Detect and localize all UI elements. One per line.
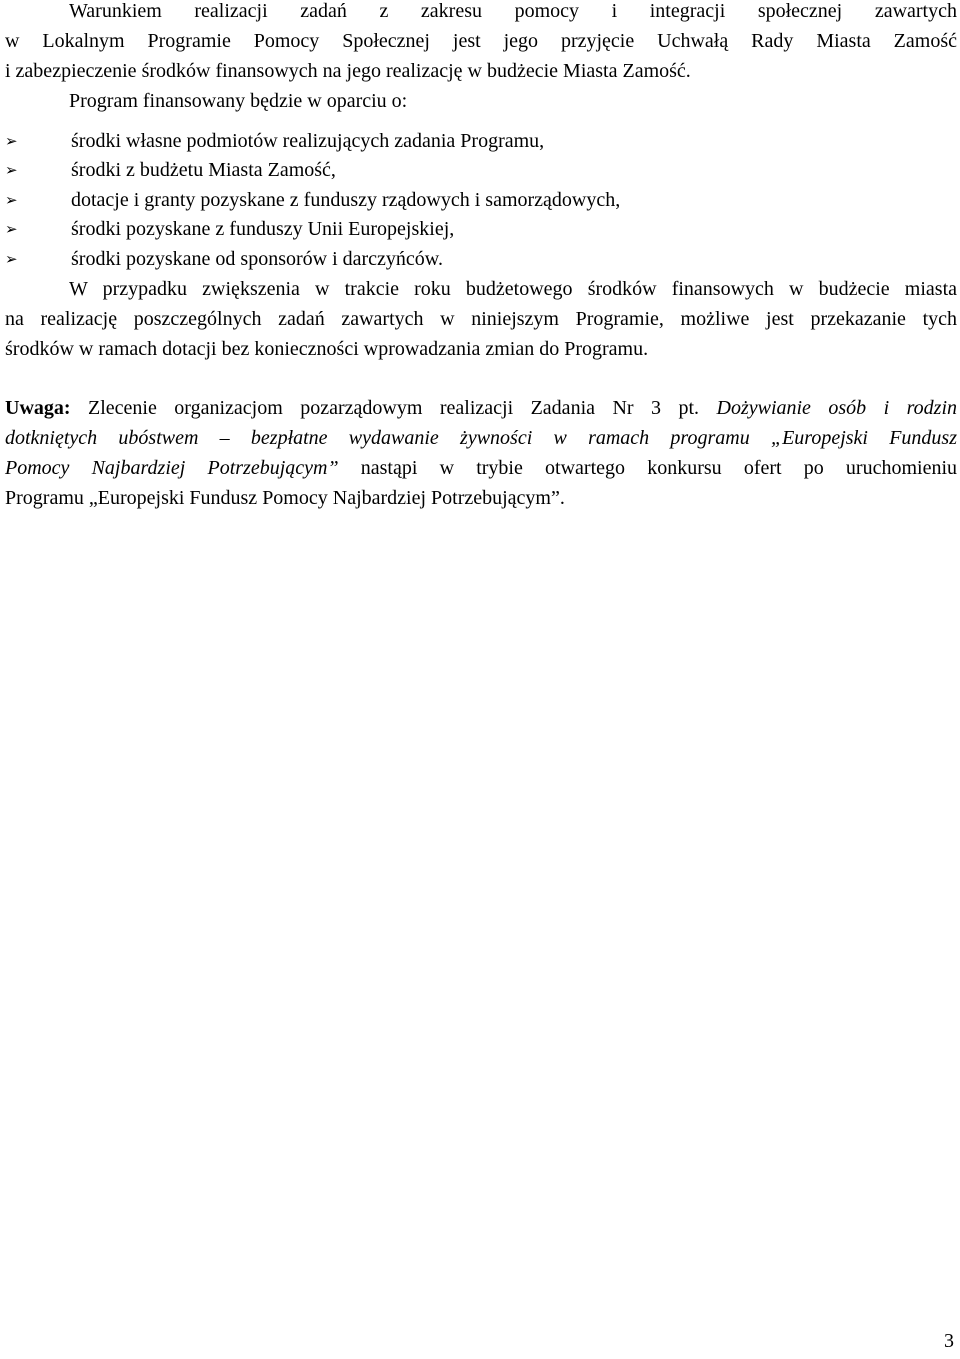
note-task-title: Dożywianie osób i rodzin bbox=[716, 397, 958, 419]
list-item-text: środki pozyskane z funduszy Unii Europejskiej, bbox=[71, 218, 455, 240]
paragraph-1-line-1: Warunkiem realizacji zadań z zakresu pomocy i integracji społecznej zawartych bbox=[69, 0, 957, 22]
note-line-1 bbox=[5, 393, 957, 423]
paragraph-2-line-1: W przypadku zwiększenia w trakcie roku budżetowego środków finansowych w budżecie miasta bbox=[69, 278, 957, 300]
paragraph-2-line-3: środków w ramach dotacji bez konieczności wprowadzania zmian do Programu. bbox=[5, 338, 649, 360]
list-item-text: środki z budżetu Miasta Zamość, bbox=[71, 159, 336, 181]
arrowhead-bullet-icon: ➢ bbox=[5, 250, 18, 268]
list-item-text: dotacje i granty pozyskane z funduszy rządowych i samorządowych, bbox=[71, 189, 621, 211]
arrowhead-bullet-icon: ➢ bbox=[5, 132, 18, 150]
note-text: Zlecenie organizacjom pozarządowym realizacji Zadania Nr 3 pt. bbox=[88, 397, 700, 419]
note-text: nastąpi w trybie otwartego konkursu ofert po uruchomieniu bbox=[360, 457, 958, 479]
note-line-2: dotkniętych ubóstwem – bezpłatne wydawanie żywności w ramach programu „Europejski Fundusz bbox=[5, 427, 957, 449]
list-item-text: środki pozyskane od sponsorów i darczyńców. bbox=[71, 248, 443, 270]
arrowhead-bullet-icon: ➢ bbox=[5, 220, 18, 238]
arrowhead-bullet-icon: ➢ bbox=[5, 161, 18, 179]
arrowhead-bullet-icon: ➢ bbox=[5, 191, 18, 209]
list-item bbox=[5, 214, 957, 244]
page-number: 3 bbox=[944, 1330, 954, 1352]
note-label: Uwaga: bbox=[5, 397, 71, 419]
funding-intro: Program finansowany będzie w oparciu o: bbox=[69, 90, 408, 112]
list-item bbox=[5, 185, 957, 215]
list-item-text: środki własne podmiotów realizujących zadania Programu, bbox=[71, 130, 545, 152]
paragraph-1-line-2: w Lokalnym Programie Pomocy Społecznej jest jego przyjęcie Uchwałą Rady Miasta Zamość bbox=[5, 30, 957, 52]
note-program-title: Pomocy Najbardziej Potrzebującym” bbox=[5, 457, 339, 479]
paragraph-2-line-2: na realizację poszczególnych zadań zawartych w niniejszym Programie, możliwe jest przekazanie tych bbox=[5, 308, 957, 330]
note-line-4: Programu „Europejski Fundusz Pomocy Najbardziej Potrzebującym”. bbox=[5, 487, 565, 509]
list-item bbox=[5, 126, 957, 156]
paragraph-1-line-3: i zabezpieczenie środków finansowych na jego realizację w budżecie Miasta Zamość. bbox=[5, 60, 691, 82]
note-line-3 bbox=[5, 453, 957, 483]
list-item bbox=[5, 244, 957, 274]
list-item bbox=[5, 155, 957, 185]
